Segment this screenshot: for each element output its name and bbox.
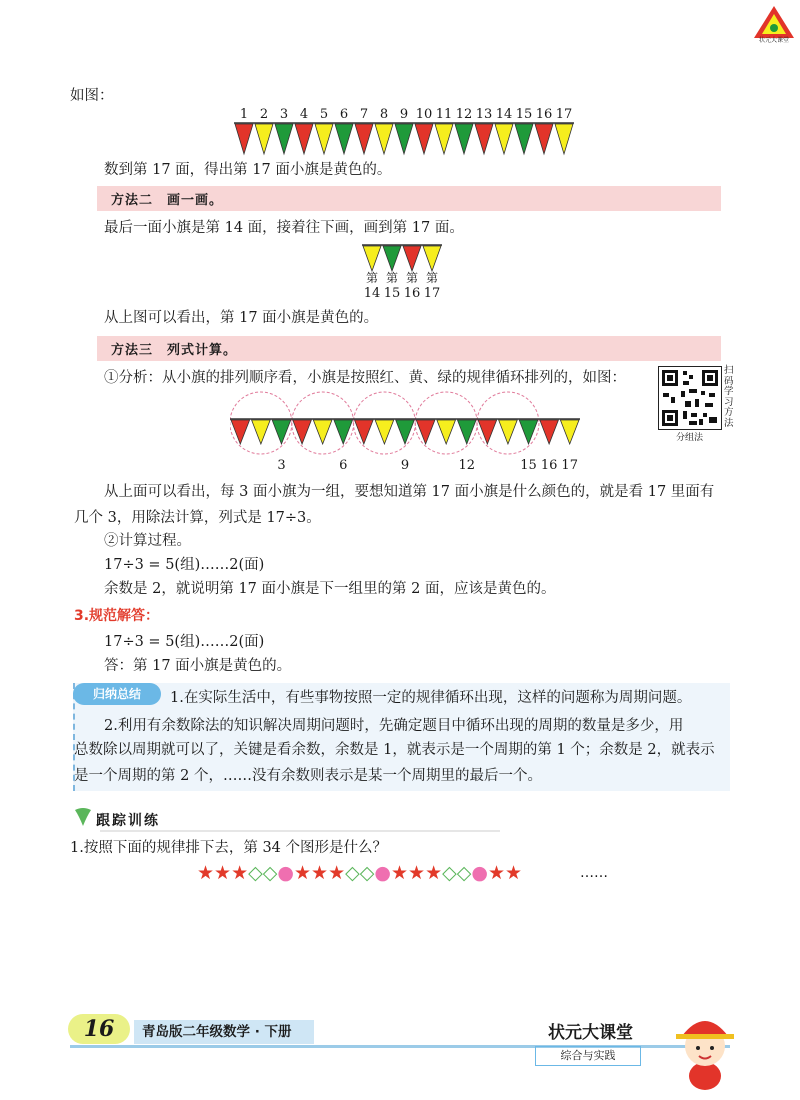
line-analysis: ①分析：从小旗的排列顺序看，小旗是按照红、黄、绿的规律循环排列的，如图：	[104, 370, 626, 386]
flag-row2-label-2: 第	[385, 271, 398, 285]
flag-row1-flag-8	[375, 124, 393, 154]
flag-row1-flag-10	[415, 124, 433, 154]
flag-row1-number-4: 4	[299, 107, 309, 122]
book-title-bar	[134, 1020, 314, 1044]
pattern-shape-6: ●	[277, 862, 294, 884]
track-title: 跟踪训练	[96, 813, 160, 829]
pattern-shape-8: ★	[311, 862, 329, 884]
pattern-ellipsis: ……	[580, 865, 608, 881]
flag-row1-flag-12	[455, 124, 473, 154]
qr-code[interactable]	[658, 366, 722, 430]
pattern-shape-20: ★	[505, 862, 523, 884]
flag-row3-number-3: 9	[400, 458, 410, 473]
pattern-shape-17: ◇	[456, 862, 472, 884]
pattern-shape-4: ◇	[248, 862, 263, 884]
page-number: 16	[83, 1016, 115, 1042]
flag-row3-flag-15	[519, 420, 538, 444]
pattern-shape-3: ★	[231, 862, 249, 884]
flag-row1-number-9: 9	[399, 107, 409, 122]
qr-side-text: 扫码学习方法	[724, 365, 734, 429]
flag-row3-number-1: 3	[277, 458, 286, 473]
flag-row1-number-1: 1	[239, 107, 249, 122]
flag-row2-label-4: 第	[425, 271, 438, 285]
flag-row1-flag-5	[315, 124, 333, 154]
flag-row1-flag-7	[355, 124, 373, 154]
calc-remark: 余数是 2，就说明第 17 面小旗是下一组里的第 2 面，应该是黄色的。	[104, 581, 556, 597]
track-icon	[72, 806, 94, 828]
flag-row1-flag-17	[555, 124, 573, 154]
flag-row1-flag-14	[495, 124, 513, 154]
flag-row3-flag-12	[457, 420, 476, 444]
flag-row1-flag-1	[235, 124, 253, 154]
mascot-icon	[672, 1006, 738, 1092]
intro-text: 如图：	[70, 88, 114, 104]
pattern-shape-1: ★	[197, 862, 215, 884]
pattern-shape-5: ◇	[262, 862, 278, 884]
flag-row3-flag-7	[355, 420, 374, 444]
flag-row2-number-2: 15	[383, 286, 401, 301]
flag-row3-flag-5	[313, 420, 332, 444]
flag-row1-number-16: 16	[535, 107, 553, 122]
flag-row1-number-15: 15	[515, 107, 533, 122]
para-group-2: 几个 3，用除法计算，列式是 17÷3。	[74, 510, 321, 526]
track-divider	[100, 830, 500, 832]
flag-row1-number-11: 11	[435, 107, 453, 122]
flag-row2-number-1: 14	[363, 286, 381, 301]
flag-row1-number-8: 8	[379, 107, 389, 122]
flag-row3-number-2: 6	[339, 458, 348, 473]
summary-line2: 2.利用有余数除法的知识解决周期问题时，先确定题目中循环出现的周期的数量是多少，用	[104, 718, 684, 734]
brand-sub: 综合与实践	[535, 1046, 641, 1066]
flag-row1-flag-3	[275, 124, 293, 154]
flag-row3-flag-11	[437, 420, 456, 444]
pattern-shape-10: ◇	[345, 862, 360, 884]
calc-line: 17÷3 = 5(组)……2(面)	[104, 557, 265, 573]
flag-row1-number-5: 5	[319, 107, 329, 122]
flag-row1-number-10: 10	[415, 107, 433, 122]
flag-row3-flag-1	[231, 420, 250, 444]
answer-title: 3.规范解答：	[74, 608, 160, 624]
flag-row1-flag-11	[435, 124, 453, 154]
flag-row2-label-3: 第	[405, 271, 418, 285]
pattern-shape-11: ◇	[359, 862, 375, 884]
pattern-shape-19: ★	[487, 862, 505, 884]
flag-row1-flag-16	[535, 124, 553, 154]
para-group-1: 从上面可以看出，每 3 面小旗为一组，要想知道第 17 面小旗是什么颜色的，就是看 17 里面有	[104, 484, 715, 500]
flag-row3-flag-8	[375, 420, 394, 444]
flag-row1-numbers	[234, 107, 574, 123]
flag-row3-flag-9	[396, 420, 415, 444]
flag-row1-number-12: 12	[455, 107, 473, 122]
flag-row1-flag-6	[335, 124, 353, 154]
flag-row3-number-5: 15	[520, 458, 537, 473]
flag-row2-number-4: 17	[423, 286, 441, 301]
method3-bar	[97, 336, 721, 361]
pattern-shape-13: ★	[390, 862, 409, 884]
pattern-shape-14: ★	[408, 862, 426, 884]
flag-row1-number-13: 13	[475, 107, 493, 122]
flag-row1	[234, 122, 574, 156]
pattern-shape-2: ★	[214, 862, 232, 884]
summary-line1: 1.在实际生活中，有些事物按照一定的规律循环出现，这样的问题称为周期问题。	[170, 690, 692, 706]
pattern-shape-15: ★	[425, 862, 443, 884]
qr-label: 分组法	[676, 433, 704, 443]
flag-row3-flag-14	[499, 420, 518, 444]
page-number-badge	[68, 1014, 130, 1044]
flag-row2-numbers	[362, 286, 442, 302]
flag-row2-number-3: 16	[403, 286, 421, 301]
flag-row3-number-6: 16	[540, 458, 558, 473]
flag-row3-flag-16	[540, 420, 559, 444]
flag-row2-flag-3	[403, 246, 421, 271]
publisher-logo-text: 状元大课堂	[758, 37, 789, 44]
pattern-shape-18: ●	[471, 862, 488, 884]
line-count17: 数到第 17 面，得出第 17 面小旗是黄色的。	[104, 162, 392, 178]
flag-row1-number-6: 6	[339, 107, 349, 122]
line-see: 从上图可以看出，第 17 面小旗是黄色的。	[104, 310, 379, 326]
flag-row1-flag-2	[255, 124, 273, 154]
line-draw: 最后一面小旗是第 14 面，接着往下画，画到第 17 面。	[104, 220, 464, 236]
summary-badge: 归纳总结	[73, 683, 161, 705]
flag-row2	[362, 244, 442, 272]
flag-row1-number-17: 17	[555, 107, 573, 122]
flag-row3-flag-4	[293, 420, 312, 444]
flag-row1-flag-9	[395, 124, 413, 154]
flag-row1-number-3: 3	[279, 107, 289, 122]
flag-row3-number-4: 12	[458, 458, 476, 473]
flag-row1-number-14: 14	[495, 107, 513, 122]
flag-row3-number-7: 17	[561, 458, 578, 473]
flag-row3-flag-2	[252, 420, 271, 444]
answer-calc: 17÷3 = 5(组)……2(面)	[104, 634, 265, 650]
shape-pattern	[197, 862, 522, 884]
flag-row2-flag-4	[423, 246, 441, 271]
flag-row1-flag-15	[515, 124, 533, 154]
brand-name: 状元大课堂	[548, 1023, 633, 1043]
pattern-shape-9: ★	[328, 862, 346, 884]
flag-row2-flag-1	[363, 246, 381, 271]
flag-row3-flag-6	[334, 420, 353, 444]
pattern-shape-16: ◇	[442, 862, 457, 884]
book-title: 青岛版二年级数学 · 下册	[142, 1024, 292, 1040]
method2-title: 方法二 画一画。	[111, 193, 224, 208]
method3-title: 方法三 列式计算。	[111, 343, 238, 358]
flag-row3-flag-10	[416, 420, 435, 444]
track-question1: 1.按照下面的规律排下去，第 34 个图形是什么？	[70, 840, 388, 856]
flag-row1-flag-13	[475, 124, 493, 154]
pattern-shape-12: ●	[374, 862, 391, 884]
flag-row3-flag-17	[560, 420, 579, 444]
flag-row1-number-7: 7	[359, 107, 369, 122]
method2-bar	[97, 186, 721, 211]
answer-text: 答：第 17 面小旗是黄色的。	[104, 658, 292, 674]
flag-row2-label-1: 第	[365, 271, 378, 285]
flag-row2-flag-2	[383, 246, 401, 271]
flag-row3-numbers	[230, 458, 580, 474]
flag-row1-number-2: 2	[259, 107, 269, 122]
summary-line4: 是一个周期的第 2 个，……没有余数则表示是某一个周期里的最后一个。	[74, 768, 542, 784]
flag-row3	[230, 390, 580, 456]
summary-line3: 总数除以周期就可以了，关键是看余数，余数是 1，就表示是一个周期的第 1 个；余数是 2，就表示	[74, 742, 715, 758]
pattern-shape-7: ★	[293, 862, 312, 884]
flag-row3-flag-13	[478, 420, 497, 444]
flag-row1-flag-4	[295, 124, 313, 154]
flag-row2-labels	[362, 270, 442, 286]
flag-row3-flag-3	[272, 420, 291, 444]
calc-title: ②计算过程。	[104, 533, 191, 549]
